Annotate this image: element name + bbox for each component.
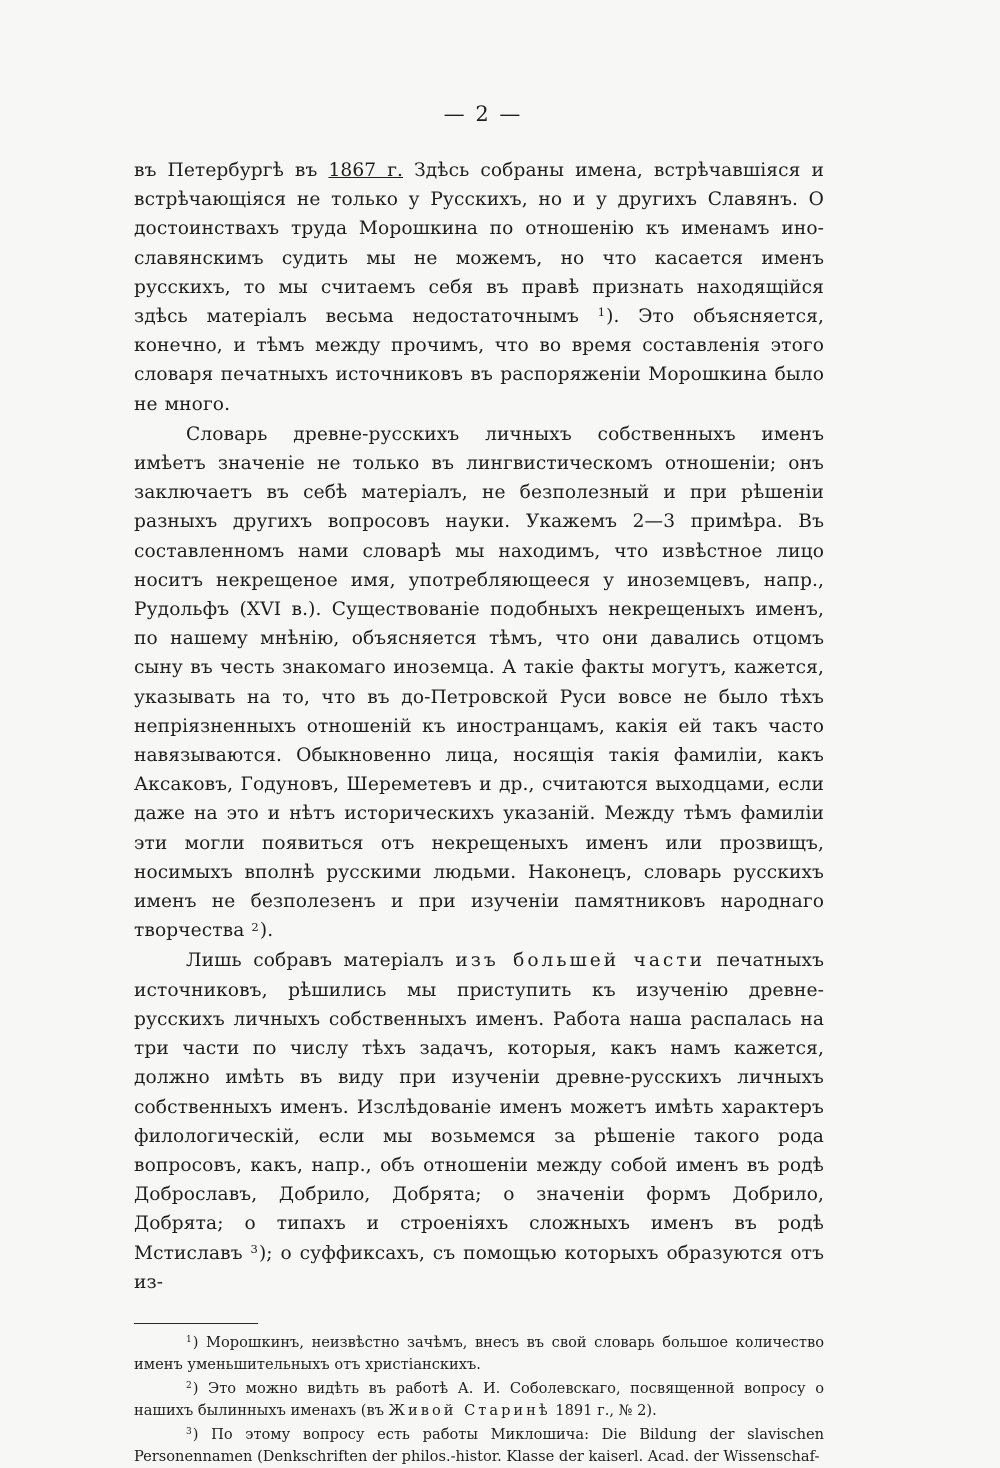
paragraph: Лишь собравъ матеріалъ изъ большей части печатныхъ источниковъ, рѣшились мы приступить къ изученію древне-русскихъ личныхъ собственныхъ именъ. Работа наша распалась на три части по числу тѣхъ задачъ, которыя, какъ намъ кажется, должно имѣть въ виду при изученіи древне-русскихъ личныхъ собственныхъ именъ. Изслѣдованіе именъ можетъ имѣть характеръ филологическій, если мы возьмемся за рѣшеніе такого рода вопросовъ, какъ, напр., объ отношеніи между собой именъ въ родѣ Доброславъ, Добрило, Добрята; о значеніи формъ Добрило, Добрята; о типахъ и строеніяхъ сложныхъ именъ въ родѣ Мстиславъ $^3$); о суффиксахъ, съ помощью которыхъ образуются отъ из-: [134, 950, 825, 1293]
footnote-marker: 1: [186, 1335, 192, 1346]
footnote-ref: 3: [250, 1241, 258, 1256]
footnote: $^1$) Морошкинъ, неизвѣстно зачѣмъ, внесъ въ свой словарь большое количество именъ уменьшительныхъ отъ христіанскихъ.: [134, 1333, 824, 1374]
footnote: $^3$) По этому вопросу есть работы Миклошича: Die Bildung der slavischen Personennamen (Denkschriften der philos.-histor. Klasse der kaiserl. Acad. der Wissenschaf-: [134, 1425, 824, 1465]
paragraph: Словарь древне-русскихъ личныхъ собственныхъ именъ имѣетъ значеніе не только въ лингвистическомъ отношеніи; онъ заключаетъ въ себѣ матеріалъ, не безполезный и при рѣшеніи разныхъ другихъ вопросовъ науки. Укажемъ 2—3 примѣра. Въ составленномъ нами словарѣ мы находимъ, что извѣстное лицо носитъ некрещеное имя, употребляющееся у иноземцевъ, напр., Рудольфъ (XVI в.). Существованіе подобныхъ некрещеныхъ именъ, по нашему мнѣнію, объясняется тѣмъ, что они давались отцомъ сыну въ честь знакомаго иноземца. А такіе факты могутъ, кажется, указывать на то, что въ до-Петровской Руси вовсе не было тѣхъ непріязненныхъ отношеній къ иностранцамъ, какія ей такъ часто навязываются. Обыкновенно лица, носящія такія фамиліи, какъ Аксаковъ, Годуновъ, Шереметевъ и др., считаются выходцами, если даже на это и нѣтъ историческихъ указаній. Между тѣмъ фамиліи эти могли появиться отъ некрещеныхъ именъ или прозвищъ, носимыхъ вполнѣ русскими людьми. Наконецъ, словарь русскихъ именъ не безполезенъ и при изученіи памятниковъ народнаго творчества $^2$).: [134, 423, 824, 942]
footnote-ref: 1: [597, 305, 606, 320]
page-number: — 2 —: [443, 102, 523, 126]
underlined-year: 1867 г.: [328, 160, 404, 181]
body-text: [134, 156, 824, 1297]
footnote-marker: 2: [186, 1381, 192, 1392]
document-page: [134, 102, 824, 1468]
footnote-marker: 3: [186, 1427, 192, 1438]
footnote: $^2$) Это можно видѣть въ работѣ А. И. Соболевскаго, посвященной вопросу о нашихъ былинныхъ именахъ (въ Живой Старинѣ 1891 г., № 2).: [134, 1379, 824, 1420]
paragraph: въ Петербургѣ въ 1867 г. Здѣсь собраны имена, встрѣчавшіяся и встрѣчающіяся не только у Русскихъ, но и у другихъ Славянъ. О достоинствахъ труда Морошкина по отношенію къ именамъ ино-славянскимъ судить мы не можемъ, но что касается именъ русскихъ, то мы считаемъ себя въ правѣ признать находящійся здѣсь матеріалъ весьма недостаточнымъ $^1$). Это объясняется, конечно, и тѣмъ между прочимъ, что во время составленія этого словаря печатныхъ источниковъ въ распоряженіи Морошкина было не много.: [134, 160, 824, 415]
footnote-ref: 2: [251, 919, 259, 934]
footnotes: [134, 1332, 824, 1468]
emphasis-spaced: Живой Старинѣ: [388, 1402, 551, 1420]
footnote-divider: [134, 1323, 258, 1324]
emphasis-spaced: изъ большей части: [455, 950, 706, 972]
